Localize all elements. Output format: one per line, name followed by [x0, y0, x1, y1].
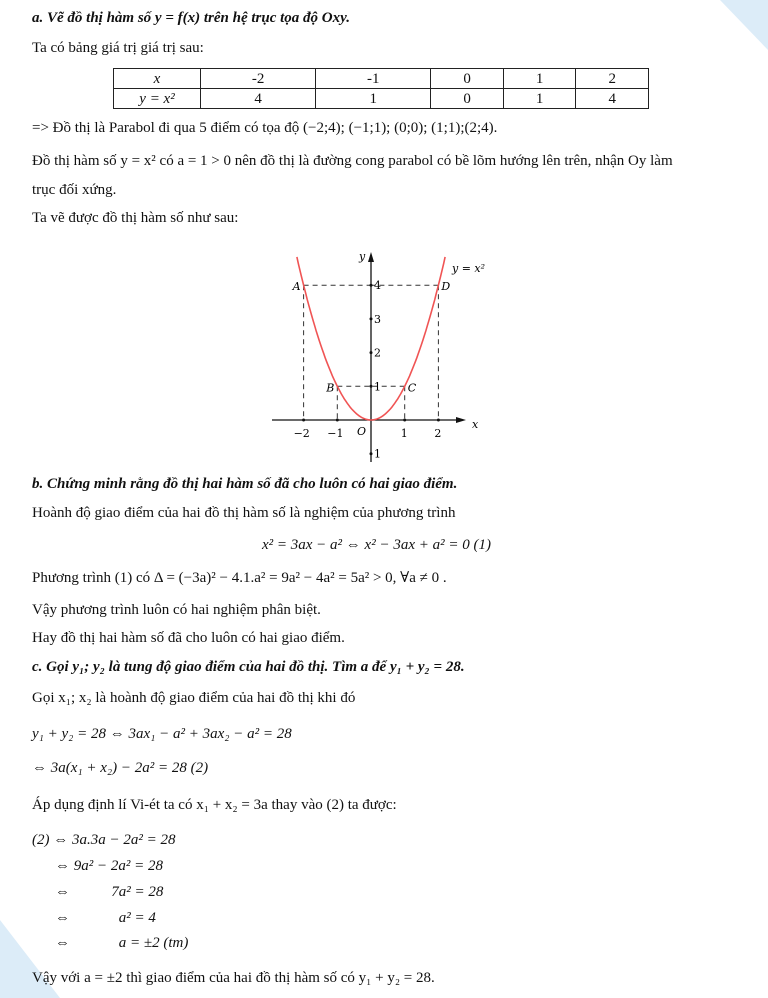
y-tick	[370, 385, 373, 388]
description-line: trục đối xứng.	[32, 182, 117, 198]
row-header-x: x	[114, 69, 201, 89]
y-tick-label: 4	[374, 279, 381, 293]
y-tick-label: 1	[374, 447, 381, 461]
y-tick	[370, 284, 373, 287]
x-tick-label: 2	[434, 427, 442, 440]
vieta-line: Áp dụng định lí Vi-ét ta có x₁ + x₂ = 3a thay vào (2) ta được:	[32, 797, 397, 813]
y-axis-label: y	[359, 250, 366, 263]
y-tick-label: 2	[374, 346, 381, 360]
description-line: Đồ thị hàm số y = x² có a = 1 > 0 nên đồ thị là đường cong parabol có bề lõm hướng lên trên, nhận Oy làm	[32, 153, 673, 169]
table-cell: 0	[431, 69, 504, 89]
step-line: y₁ + y₂ = 28 ⇔ 3ax₁ − a² + 3ax₂ − a² = 28	[32, 726, 292, 742]
solve-step: ⇔ 7a² = 28	[55, 884, 164, 900]
function-label: y = x²	[452, 262, 486, 275]
solve-step: (2) ⇔ 3a.3a − 2a² = 28	[32, 832, 176, 848]
table-cell: -2	[201, 69, 316, 89]
y-tick	[370, 452, 373, 455]
parabol-graph	[260, 240, 520, 470]
part-c-heading: c. Gọi y₁; y₂ là tung độ giao điểm của hai đồ thị. Tìm a để y₁ + y₂ = 28.	[32, 659, 465, 675]
table-cell: 0	[431, 89, 504, 109]
table-cell: 1	[503, 89, 576, 109]
part-b-heading: b. Chứng minh rằng đồ thị hai hàm số đã cho luôn có hai giao điểm.	[32, 476, 458, 492]
y-tick	[370, 351, 373, 354]
x-tick	[302, 419, 305, 422]
point-label-a: A	[292, 280, 301, 294]
conclusion-line: Hay đồ thị hai hàm số đã cho luôn có hai giao điểm.	[32, 630, 345, 646]
table-cell: -1	[316, 69, 431, 89]
origin-label: O	[357, 425, 367, 438]
corner-decoration	[700, 0, 768, 60]
x-axis-arrow	[456, 417, 466, 423]
table-intro: Ta có bảng giá trị giá trị sau:	[32, 40, 204, 56]
y-axis-arrow	[368, 252, 374, 262]
part-c-line: Gọi x₁; x₂ là hoành độ giao điểm của hai đồ thị khi đó	[32, 690, 356, 706]
solve-step: ⇔ a = ±2 (tm)	[55, 935, 189, 951]
conclusion-line: Vậy phương trình luôn có hai nghiệm phân biệt.	[32, 602, 321, 618]
point-label-c: C	[407, 381, 417, 395]
step-line: ⇔ 3a(x₁ + x₂) − 2a² = 28 (2)	[32, 760, 209, 776]
table-cell: 1	[503, 69, 576, 89]
final-line: Vậy với a = ±2 thì giao điểm của hai đồ thị hàm số có y₁ + y₂ = 28.	[32, 970, 435, 986]
x-tick-label: −1	[327, 427, 344, 440]
x-axis-label: x	[472, 418, 479, 431]
row-header-y: y = x²	[114, 89, 201, 109]
point-label-d: D	[441, 280, 451, 294]
y-tick-label: 1	[374, 380, 381, 394]
solve-step: ⇔ 9a² − 2a² = 28	[55, 858, 163, 874]
draw-intro: Ta vẽ được đồ thị hàm số như sau:	[32, 210, 239, 226]
table-cell: 1	[316, 89, 431, 109]
table-row	[114, 69, 649, 89]
solve-step: ⇔ a² = 4	[55, 910, 156, 926]
table-cell: 4	[576, 89, 649, 109]
discriminant-line: Phương trình (1) có Δ = (−3a)² − 4.1.a² = 9a² − 4a² = 5a² > 0, ∀a ≠ 0 .	[32, 570, 447, 586]
table-row	[114, 89, 649, 109]
points-line: => Đồ thị là Parabol đi qua 5 điểm có tọa độ (−2;4); (−1;1); (0;0); (1;1);(2;4).	[32, 120, 498, 136]
equation-1: x² = 3ax − a² ⇔ x² − 3ax + a² = 0 (1)	[262, 537, 491, 553]
x-tick	[403, 419, 406, 422]
table-cell: 2	[576, 69, 649, 89]
x-tick	[336, 419, 339, 422]
value-table	[113, 68, 649, 109]
x-tick-label: −2	[293, 427, 310, 440]
y-tick	[370, 317, 373, 320]
part-a-heading: a. Vẽ đồ thị hàm số y = f(x) trên hệ trục tọa độ Oxy.	[32, 10, 350, 26]
x-tick	[437, 419, 440, 422]
table-cell: 4	[201, 89, 316, 109]
y-tick-label: 3	[374, 312, 381, 326]
point-label-b: B	[326, 381, 335, 395]
x-tick-label: 1	[400, 427, 408, 440]
part-b-line: Hoành độ giao điểm của hai đồ thị hàm số là nghiệm của phương trình	[32, 505, 456, 521]
